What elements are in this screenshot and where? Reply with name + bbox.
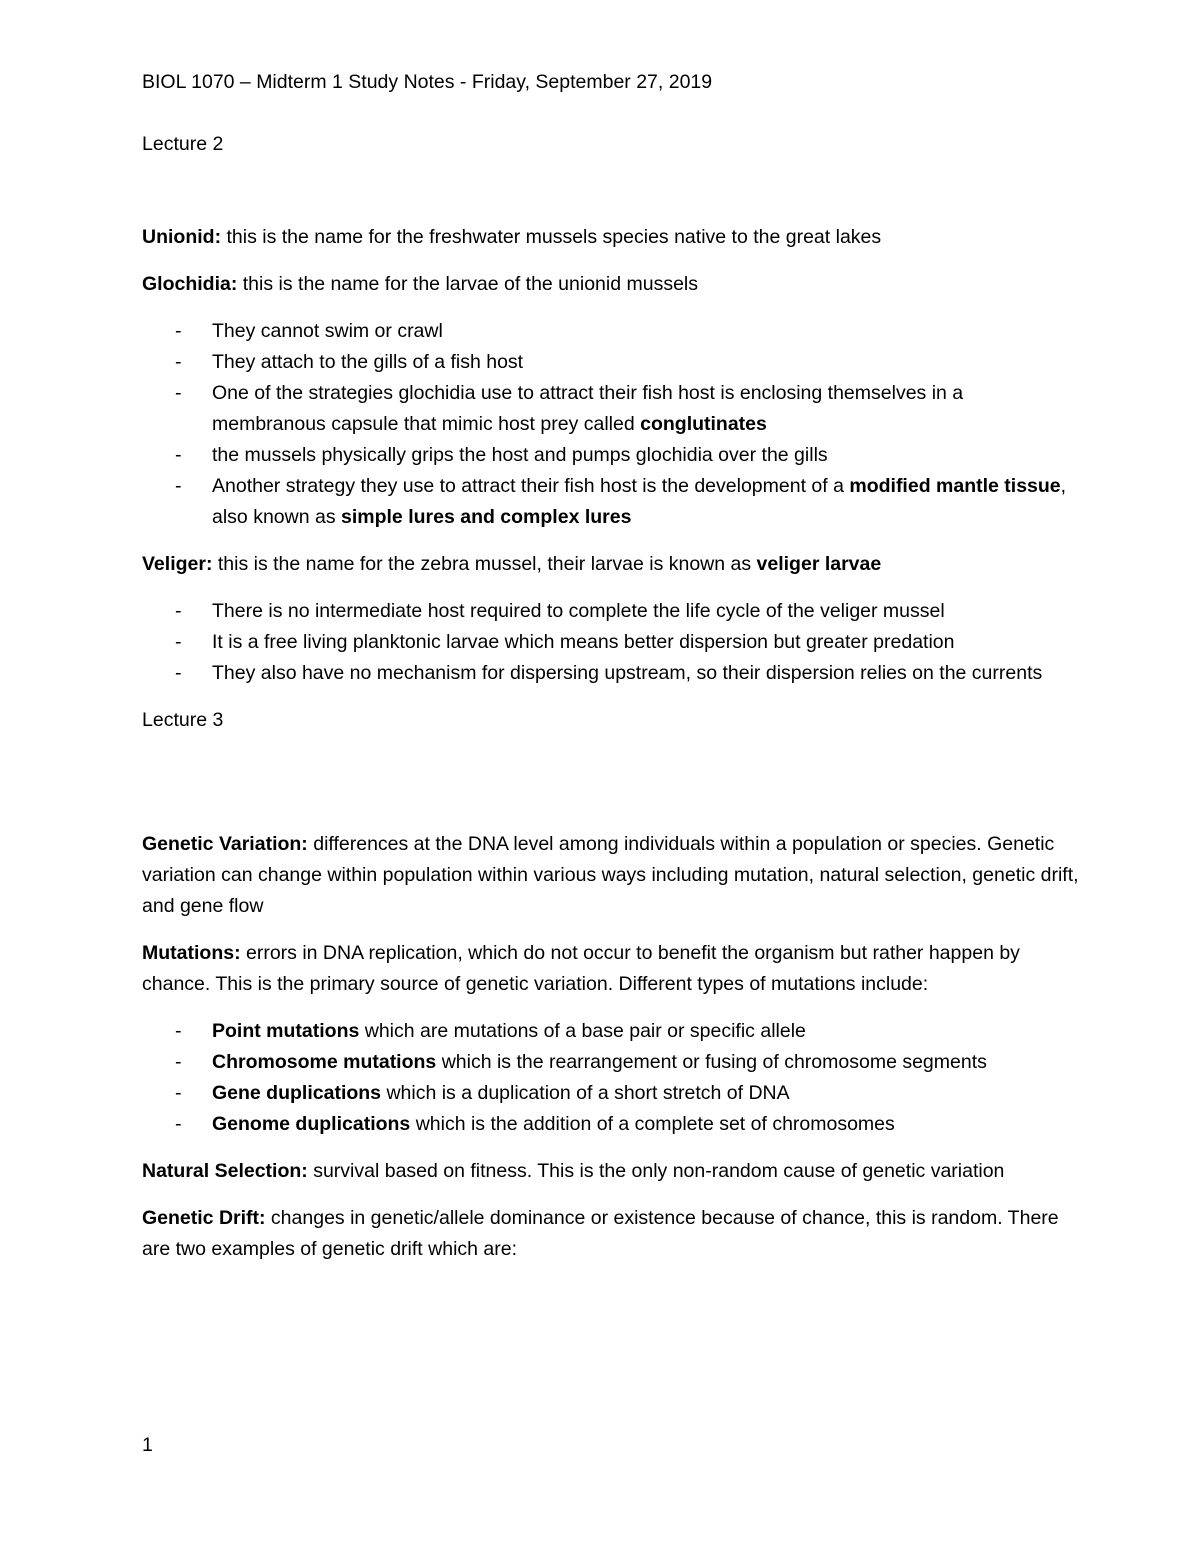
glochidia-bullet-list — [142, 316, 1082, 533]
bullet-text: which is the addition of a complete set of chromosomes — [410, 1113, 895, 1135]
dash-marker: - — [175, 1051, 182, 1073]
spacer — [142, 160, 1082, 222]
unionid-text: this is the name for the freshwater mussels species native to the great lakes — [221, 226, 882, 248]
natural-selection-text: survival based on fitness. This is the only non-random cause of genetic variation — [307, 1160, 1005, 1182]
bullet-text: the mussels physically grips the host and pumps glochidia over the gills — [212, 444, 828, 466]
dash-marker: - — [175, 662, 182, 684]
natural-selection-definition — [142, 1156, 1082, 1187]
bullet-bold-term: modified mantle tissue — [849, 475, 1061, 497]
mutations-text: errors in DNA replication, which do not occur to benefit the organism but rather happen by chance. This is the primary source of genetic variation. Different types of mutations include: — [142, 942, 1020, 995]
genetic-variation-definition — [142, 829, 1082, 922]
bullet-text: which is the rearrangement or fusing of chromosome segments — [436, 1051, 987, 1073]
glochidia-term: Glochidia: — [142, 273, 238, 295]
bullet-text: They attach to the gills of a fish host — [212, 351, 524, 373]
bullet-bold-term: Gene duplications — [212, 1082, 382, 1104]
spacer — [142, 798, 1082, 829]
bullet-text: Another strategy they use to attract their fish host is the development of a — [212, 475, 850, 497]
bullet-bold-term: conglutinates — [640, 413, 767, 435]
bullet-bold-term: Point mutations — [212, 1020, 360, 1042]
genetic-drift-definition — [142, 1203, 1082, 1265]
unionid-term: Unionid: — [142, 226, 222, 248]
page-number: 1 — [142, 1434, 153, 1456]
bullet-text: which are mutations of a base pair or specific allele — [359, 1020, 806, 1042]
dash-marker: - — [175, 475, 182, 497]
bullet-text: There is no intermediate host required to complete the life cycle of the veliger mussel — [212, 600, 945, 622]
list-item — [142, 658, 1082, 689]
list-item — [142, 1109, 1082, 1140]
bullet-text: which is a duplication of a short stretch of DNA — [381, 1082, 790, 1104]
list-item — [142, 378, 1082, 440]
veliger-text: this is the name for the zebra mussel, their larvae is known as — [212, 553, 757, 575]
bullet-text: , also known as — [212, 475, 1067, 528]
dash-marker: - — [175, 600, 182, 622]
bullet-bold-term: Chromosome mutations — [212, 1051, 437, 1073]
bullet-text: One of the strategies glochidia use to attract their fish host is enclosing themselves in a membranous capsule that mimic host prey called — [212, 382, 964, 435]
list-item — [142, 440, 1082, 471]
dash-marker: - — [175, 631, 182, 653]
mutations-definition — [142, 938, 1082, 1000]
list-item — [142, 1016, 1082, 1047]
bullet-bold-term: simple lures and complex lures — [341, 506, 632, 528]
document-page — [142, 67, 1082, 1281]
dash-marker: - — [175, 1020, 182, 1042]
glochidia-text: this is the name for the larvae of the unionid mussels — [237, 273, 699, 295]
lecture-3-heading: Lecture 3 — [142, 709, 224, 731]
veliger-term: Veliger: — [142, 553, 213, 575]
bullet-text: It is a free living planktonic larvae which means better dispersion but greater predation — [212, 631, 955, 653]
genetic-variation-term: Genetic Variation: — [142, 833, 308, 855]
bullet-text: They cannot swim or crawl — [212, 320, 443, 342]
natural-selection-term: Natural Selection: — [142, 1160, 308, 1182]
bullet-text: They also have no mechanism for dispersing upstream, so their dispersion relies on the currents — [212, 662, 1043, 684]
list-item — [142, 1047, 1082, 1078]
list-item — [142, 1078, 1082, 1109]
lecture-2-heading: Lecture 2 — [142, 133, 224, 155]
dash-marker: - — [175, 1113, 182, 1135]
document-title: BIOL 1070 – Midterm 1 Study Notes - Friday, September 27, 2019 — [142, 71, 713, 93]
list-item — [142, 627, 1082, 658]
dash-marker: - — [175, 382, 182, 404]
glochidia-definition — [142, 269, 1082, 300]
mutations-bullet-list — [142, 1016, 1082, 1140]
mutations-term: Mutations: — [142, 942, 241, 964]
dash-marker: - — [175, 444, 182, 466]
genetic-drift-term: Genetic Drift: — [142, 1207, 266, 1229]
dash-marker: - — [175, 351, 182, 373]
genetic-variation-text: differences at the DNA level among individuals within a population or species. Genetic variation can change within population within various ways including mutation, natural selection, genetic drift, and gene flow — [142, 833, 1079, 917]
bullet-bold-term: Genome duplications — [212, 1113, 411, 1135]
list-item — [142, 471, 1082, 533]
genetic-drift-text: changes in genetic/allele dominance or existence because of chance, this is random. There are two examples of genetic drift which are: — [142, 1207, 1059, 1260]
list-item — [142, 316, 1082, 347]
veliger-definition — [142, 549, 1082, 580]
dash-marker: - — [175, 1082, 182, 1104]
dash-marker: - — [175, 320, 182, 342]
spacer — [142, 736, 1082, 798]
list-item — [142, 596, 1082, 627]
list-item — [142, 347, 1082, 378]
veliger-larvae-term: veliger larvae — [756, 553, 882, 575]
veliger-bullet-list — [142, 596, 1082, 689]
unionid-definition — [142, 222, 1082, 253]
